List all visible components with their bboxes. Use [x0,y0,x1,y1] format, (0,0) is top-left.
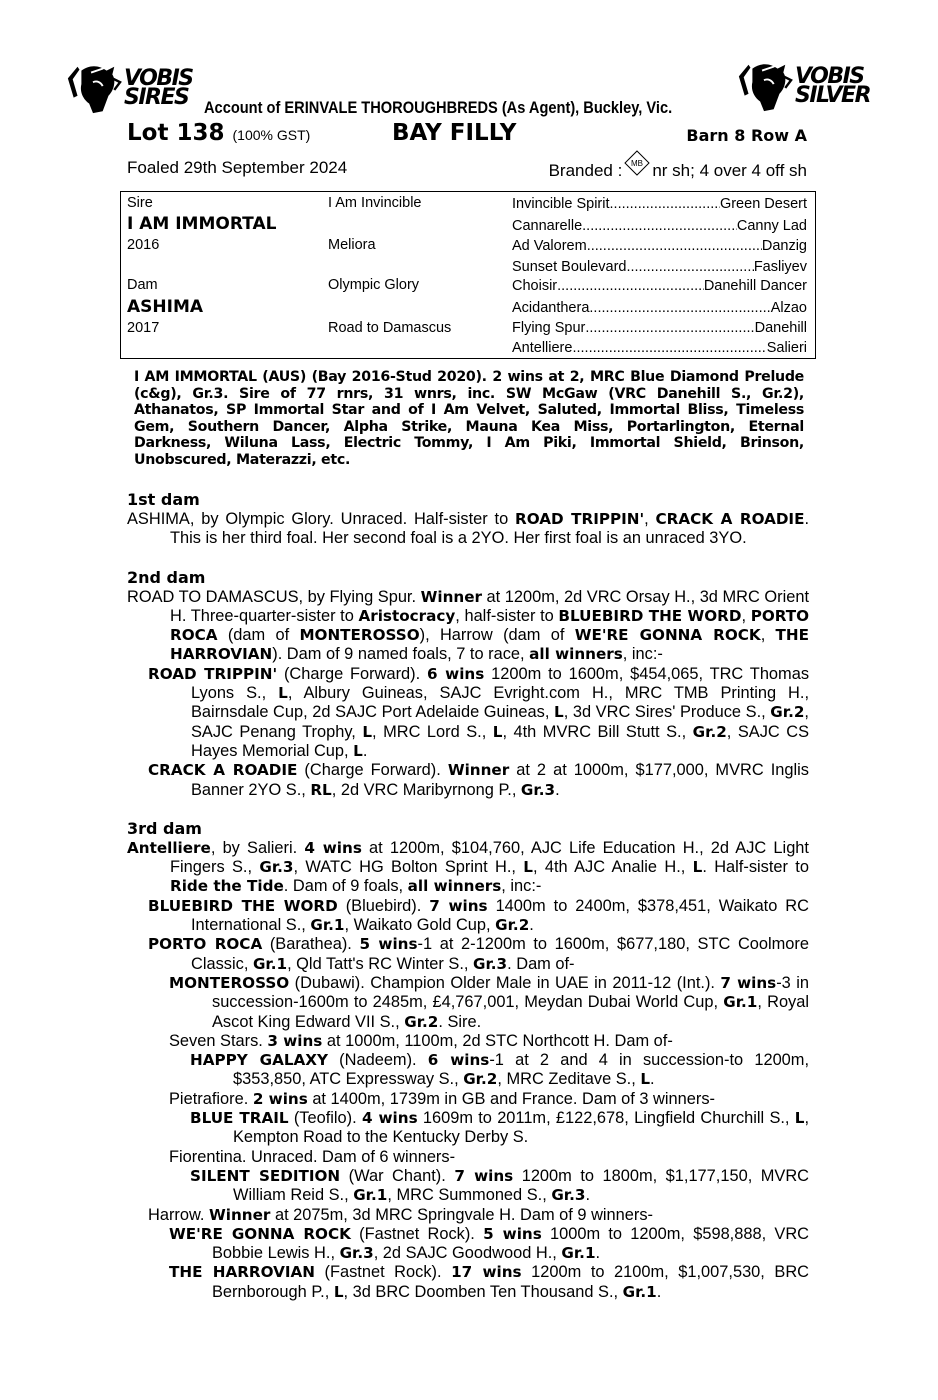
text-run: ROAD TO DAMASCUS, by Flying Spur. [127,587,421,606]
sire-sire: I Am Invincible [328,195,422,211]
pedigree-paragraph [127,1167,809,1206]
text-run: . [529,916,534,935]
bold-run: L [353,741,363,760]
bold-run: THE HARROVIAN [170,626,809,664]
pedigree-paragraph [127,1051,809,1090]
text-run: Seven Stars. [169,1031,268,1050]
text-run: . [650,1070,655,1089]
grandparent-row [512,258,807,276]
gp-name: Flying Spur [512,320,586,336]
bold-run: BLUEBIRD THE WORD [558,606,742,625]
foaled-date: Foaled 29th September 2024 [127,158,348,177]
text-run: . [656,1282,662,1301]
bold-run: CRACK A ROADIE [148,761,298,780]
text-run: 1609m to 2011m, £122,678, Lingfield Churchill S., [417,1109,795,1128]
text-run: , SAJC Penang Trophy, [191,703,809,741]
text-run: 1200m to 2100m, $1,007,530, BRC Bernborough P., [212,1263,810,1301]
text-run: , Albury Guineas, SAJC Evright.com H., MRC TMB Printing H., Bairnsdale Cup, 2d SAJC Port Adelaide Guineas, [191,684,809,722]
text-run: , by Salieri. [210,838,305,857]
pedigree-paragraph [127,665,809,761]
dam-section [127,490,809,549]
gp-sire: Danehill Dancer [703,278,807,294]
logo-right-line1: VOBIS [795,64,864,89]
bold-run: BLUE TRAIL [190,1109,289,1128]
bold-run: WE'RE GONNA ROCK [574,626,761,645]
text-run: , [760,626,776,645]
text-run: ASHIMA, by Olympic Glory. Unraced. Half-sister to [127,510,516,528]
bold-run: Gr.1 [622,1282,657,1301]
text-run: . [595,1244,601,1263]
bold-run: 6 wins [427,1051,490,1070]
bold-run: SILENT SEDITION [190,1166,341,1185]
text-run: , Waikato Gold Cup, [344,916,496,935]
text-run: , SAJC CS Hayes Memorial Cup, [191,722,810,760]
grandparent-row [512,237,807,255]
logo-left-line2: SIRES [124,85,189,110]
text-run: -3 in succession-1600m to 2485m, £4,767,001, Meydan Dubai World Cup, [212,973,809,1012]
text-run: 1200m to 1800m, $1,177,150, MVRC William Reid S., [233,1166,810,1205]
bold-run: Gr.2 [770,703,805,722]
pedigree-paragraph [127,1148,809,1167]
bold-run: Winner [209,1205,271,1224]
bold-run: L [492,722,503,741]
bold-run: all winners [529,645,623,664]
bold-run: Gr.3 [259,858,294,877]
text-run: . This is her third foal. Her second foal is a 2YO. Her first foal is an unraced 3YO. [170,510,810,548]
vobis-sires-logo [64,60,193,116]
vobis-silver-logo [735,58,870,114]
text-run: . Dam of 9 foals, [283,877,408,896]
text-run: , half-sister to [455,606,559,625]
bold-run: 2 wins [252,1089,308,1108]
pedigree-paragraph [127,935,809,974]
gp-sire: Salieri [766,340,807,356]
pedigree-paragraph [127,761,809,800]
bold-run: all winners [407,877,502,896]
bold-run: 3 wins [267,1031,323,1050]
bold-run: Gr.3 [551,1186,586,1205]
vendor-account: Account of ERINVALE THOROUGHBREDS (As Agent), Buckley, Vic. [204,98,673,117]
text-run: at 1400m, 1739m in GB and France. Dam of 3 winners- [307,1089,715,1108]
pedigree-table [120,191,816,359]
bold-run: PORTO ROCA [148,935,263,954]
text-run: 1000m to 1200m, $598,888, VRC Bobbie Lewis H., [212,1224,809,1263]
pedigree-paragraph [127,1109,809,1148]
text-run: (War Chant). [340,1166,455,1185]
pedigree-paragraph [127,1263,809,1302]
text-run: , MRC Summoned S., [387,1186,552,1205]
text-run: -1 at 2-1200m to 1600m, $677,180, STC Coolmore Classic, [191,935,809,973]
gp-name: Sunset Boulevard [512,259,627,275]
bold-run: CRACK A ROADIE [655,510,805,528]
text-run: (Barathea). [262,935,360,954]
section-title: 2nd dam [127,567,206,587]
text-run: . [555,780,560,799]
grandparent-row [512,339,807,357]
gp-sire: Alzao [770,300,807,316]
bold-run: Gr.1 [723,993,758,1012]
dam-dam: Road to Damascus [328,320,452,336]
gp-sire: Danzig [761,238,807,254]
bold-run: Gr.1 [310,916,345,935]
bold-run: L [794,1109,805,1128]
bold-run: 5 wins [359,935,418,954]
bold-run: Gr.1 [561,1244,596,1263]
sire-name: I AM IMMORTAL [127,214,277,234]
text-run: , MRC Lord S., [372,722,493,741]
text-run: , [644,510,656,528]
jockey-horse-icon [735,58,793,114]
branded-label: Branded : [548,161,623,180]
gp-name: Cannarelle [512,218,583,234]
pedigree-paragraph [127,974,809,1032]
bold-run: Aristocracy [358,606,456,625]
sire-dam: Meliora [328,237,376,253]
bold-run: L [333,1282,344,1301]
dam-label: Dam [127,277,158,293]
text-run: (Charge Forward). [277,664,428,683]
bold-run: WE'RE GONNA ROCK [169,1224,351,1243]
bold-run: THE HARROVIAN [169,1263,315,1282]
jockey-horse-icon [64,60,122,116]
grandparent-row [512,299,807,317]
gp-sire: Fasliyev [753,259,807,275]
text-run: 1200m to 1600m, $454,065, TRC Thomas Lyons S., [191,664,810,703]
bold-run: Ride the Tide [170,877,284,896]
pedigree-paragraph [127,839,809,897]
text-run: , 2d SAJC Goodwood H., [373,1244,562,1263]
bold-run: Gr.3 [520,780,556,799]
section-title: 1st dam [127,490,200,509]
bold-run: Gr.1 [252,954,288,973]
logo-right-line2: SILVER [795,83,871,108]
lot-header [127,120,807,150]
text-run: -1 at 2 and 4 in succession-to 1200m, $353,850, ATC Expressway S., [233,1051,810,1089]
text-run: , 3d VRC Sires' Produce S., [563,703,771,722]
text-run: at 2075m, 3d MRC Springvale H. Dam of 9 winners- [270,1205,654,1224]
text-run: ), Harrow (dam of [419,626,575,645]
text-run: , 3d BRC Doomben Ten Thousand S., [343,1282,623,1301]
gp-sire: Canny Lad [736,218,807,234]
text-run: . Half-sister to [702,858,809,877]
bold-run: L [362,722,373,741]
grandparent-row [512,195,807,213]
text-run: at 1200m, 2d VRC Orsay H., 3d MRC Orient H. Three-quarter-sister to [170,587,809,625]
bold-run: Gr.2 [692,722,727,741]
bold-run: Gr.3 [472,954,508,973]
dam-name: ASHIMA [127,297,204,317]
text-run: Fiorentina. Unraced. Dam of 6 winners- [169,1147,456,1166]
dam-section [127,568,809,800]
text-run: (Bluebird). [337,896,430,915]
text-run: Harrow. [148,1205,210,1224]
bold-run: L [554,703,564,722]
bold-run: BLUEBIRD THE WORD [148,896,338,915]
bold-run: PORTO ROCA [170,606,810,645]
gst-note: (100% GST) [232,127,311,143]
text-run: (Nadeem). [328,1051,428,1070]
text-run: at 1000m, 1100m, 2d STC Northcott H. Dam of- [322,1031,673,1050]
bold-run: Antelliere [127,838,211,857]
pedigree-paragraph [127,510,809,549]
bold-run: L [523,858,533,877]
text-run: , Royal Ascot King Edward VII S., [212,993,810,1031]
grandparent-row [512,217,807,235]
text-run: , WATC HG Bolton Sprint H., [293,858,524,877]
text-run: (Dubawi). Champion Older Male in UAE in 2011-12 (Int.). [289,973,721,992]
bold-run: Gr.2 [404,1012,439,1031]
text-run: . Sire. [438,1012,482,1031]
dam-sections [127,490,809,1321]
gp-name: Acidanthera [512,300,590,316]
logo-left-line1: VOBIS [124,66,193,91]
dam-sire: Olympic Glory [328,277,420,293]
bold-run: 4 wins [304,838,362,857]
bold-run: L [692,858,703,877]
pedigree-paragraph [127,588,809,665]
lot-label: Lot 138 [127,120,225,146]
text-run: (dam of [217,626,300,645]
bold-run: 6 wins [427,664,485,683]
bold-run: ROAD TRIPPIN' [148,664,278,683]
bold-run: HAPPY GALAXY [190,1051,328,1070]
bold-run: L [278,684,288,703]
text-run: . [362,741,368,760]
text-run: at 1200m, $104,760, AJC Life Education H., 2d AJC Light Fingers S., [170,838,809,877]
gp-name: Ad Valorem [512,238,587,254]
gp-name: Choisir [512,278,558,294]
bold-run: ROAD TRIPPIN' [515,510,645,528]
dam-year: 2017 [127,320,160,336]
lot-sex: BAY FILLY [392,120,517,146]
gp-name: Invincible Spirit [512,196,610,212]
grandparent-row [512,319,807,337]
pedigree-paragraph [127,1225,809,1264]
text-run: , inc:- [501,877,542,896]
bold-run: Winner [447,761,510,780]
text-run: (Teofilo). [288,1109,362,1128]
gp-sire: Green Desert [719,196,807,212]
dam-section [127,819,809,1302]
bold-run: 7 wins [429,896,488,915]
bold-run: Gr.2 [495,916,530,935]
text-run: , MRC Zeditave S., [497,1070,641,1089]
text-run: , 2d VRC Maribyrnong P., [331,780,521,799]
sire-year: 2016 [127,237,160,253]
grandparent-row [512,277,807,295]
text-run: . Dam of- [507,954,575,973]
lot-number [127,120,310,146]
gp-sire: Danehill [754,320,807,336]
bold-run: 4 wins [361,1109,418,1128]
branded-value: nr sh; 4 over 4 off sh [652,161,807,180]
text-run: (Fastnet Rock). [314,1263,452,1282]
pedigree-paragraph [127,1206,809,1225]
bold-run: MONTEROSSO [169,973,290,992]
text-run: Pietrafiore. [169,1089,253,1108]
bold-run: 7 wins [720,973,777,992]
text-run: , Kempton Road to the Kentucky Derby S. [233,1109,809,1147]
sire-summary: I AM IMMORTAL (AUS) (Bay 2016-Stud 2020). 2 wins at 2, MRC Blue Diamond Prelude (c&g), Gr.3. Sire of 77 rnrs, 31 wnrs, inc. SW McGaw (VRC Danehill S., Gr.2), Athanatos, SP Immortal Star and of I Am Velvet, Saluted, Immortal Bliss, Timeless Gem, Southern Dancer, Alpha Strike, Mauna Kea Miss, Portarlington, Eternal Darkness, Wiluna Lass, Electric Tommy, I Am Piki, Immortal Shield, Brinson, Unobscured, Materazzi, etc. [134,369,804,468]
pedigree-paragraph [127,897,809,936]
text-run: at 2 at 1000m, $177,000, MVRC Inglis Banner 2YO S., [191,761,809,799]
bold-run: Winner [420,587,482,606]
brand-mark-text: MB [631,159,644,168]
bold-run: RL [310,780,332,799]
pedigree-paragraph [127,1090,809,1109]
text-run: . [585,1186,591,1205]
bold-run: Gr.2 [463,1070,498,1089]
gp-name: Antelliere [512,340,573,356]
brand-info [549,158,807,184]
bold-run: 17 wins [451,1263,522,1282]
bold-run: Gr.3 [339,1244,374,1263]
text-run: (Charge Forward). [297,761,448,780]
bold-run: MONTEROSSO [299,626,420,645]
text-run: , [741,606,751,625]
text-run: (Fastnet Rock). [350,1224,484,1243]
bold-run: Gr.1 [353,1186,388,1205]
bold-run: L [640,1070,651,1089]
pedigree-paragraph [127,1032,809,1051]
barn-location: Barn 8 Row A [686,126,807,145]
section-title: 3rd dam [127,818,202,838]
text-run: , 4th MVRC Bill Stutt S., [502,722,693,741]
text-run: , Qld Tatt's RC Winter S., [287,954,473,973]
bold-run: 5 wins [483,1224,542,1243]
sire-label: Sire [127,195,153,211]
bold-run: 7 wins [454,1166,514,1185]
text-run: , 4th AJC Analie H., [532,858,693,877]
text-run: , inc:- [622,645,663,664]
text-run: 1400m to 2400m, $378,451, Waikato RC International S., [191,896,809,935]
text-run: ). Dam of 9 named foals, 7 to race, [272,645,530,664]
brand-diamond-icon [624,150,650,176]
